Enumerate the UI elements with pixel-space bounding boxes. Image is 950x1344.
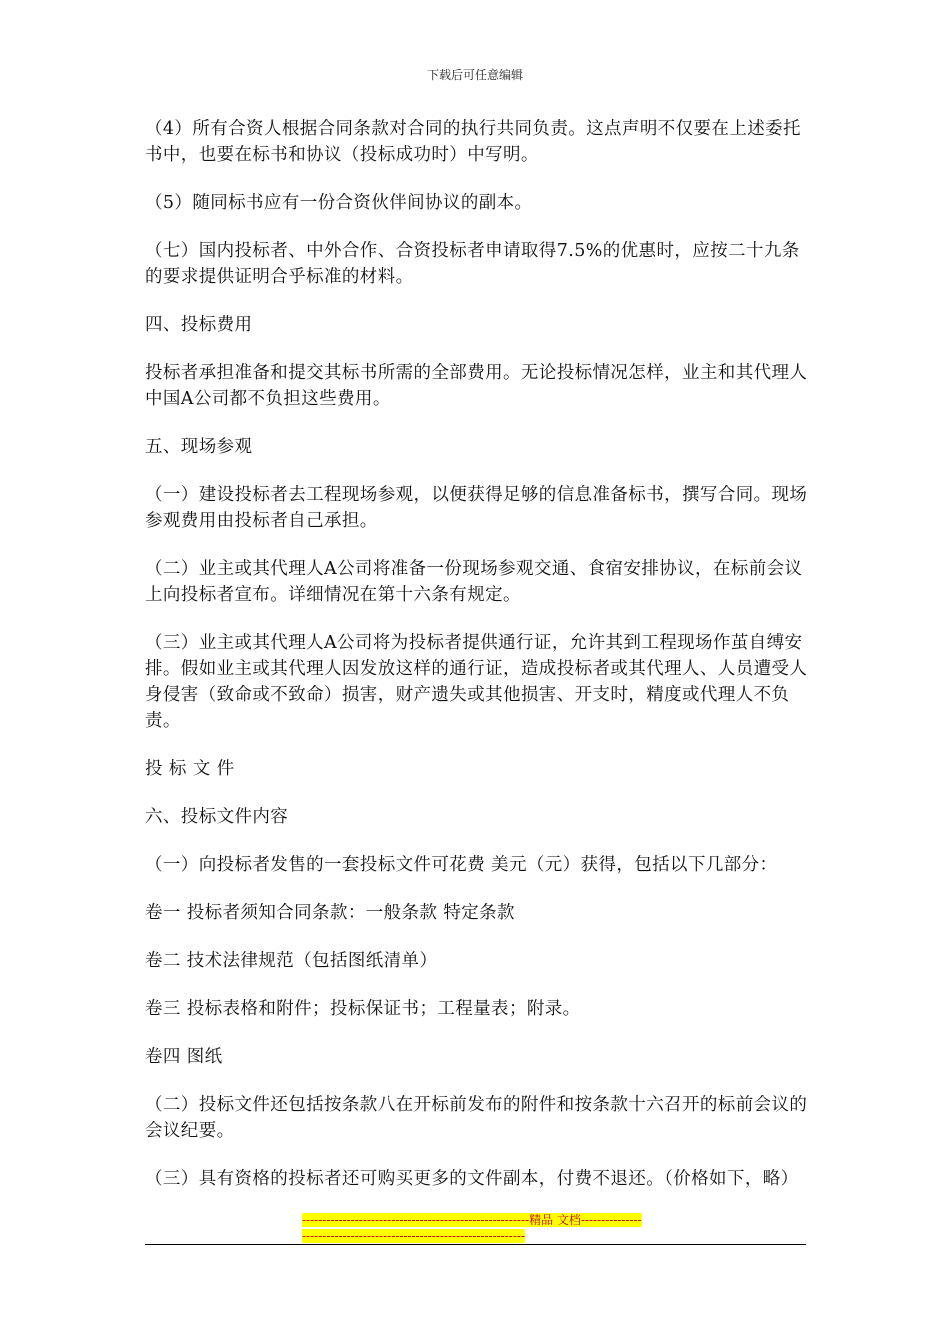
paragraph-18: （三）具有资格的投标者还可购买更多的文件副本，付费不退还。（价格如下，略） [145,1169,799,1189]
footer-note-text: --------------------------------------------------------精品 文档---------------------------------------------------------------------- [302,1213,642,1243]
document-body [145,116,813,1214]
paragraph-17: （二）投标文件还包括按条款八在开标前发布的附件和按条款十六召开的标前会议的会议纪要。 [145,1095,808,1141]
paragraph-7: （一）建设投标者去工程现场参观，以便获得足够的信息准备标书，撰写合同。现场参观费用由投标者自己承担。 [145,485,808,531]
paragraph-3: （七）国内投标者、中外合作、合资投标者申请取得7.5%的优惠时，应按二十九条的要求提供证明合乎标准的材料。 [145,241,800,287]
paragraph-8: （二）业主或其代理人A公司将准备一份现场参观交通、食宿安排协议，在标前会议上向投标者宣布。详细情况在第十六条有规定。 [145,559,803,605]
footer-watermark-note [302,1212,642,1244]
paragraph-1: （4）所有合资人根据合同条款对合同的执行共同负责。这点声明不仅要在上述委托书中，也要在标书和协议（投标成功时）中写明。 [145,119,801,165]
section-heading-bidding-cost: 四、投标费用 [145,315,253,335]
paragraph-2: （5）随同标书应有一份合资伙伴间协议的副本。 [145,193,533,213]
paragraph-9: （三）业主或其代理人A公司将为投标者提供通行证，允许其到工程现场作茧自缚安排。假如业主或其代理人因发放这样的通行证，造成投标者或其代理人、人员遭受人身侵害（致命或不致命）损害，财产遗失或其他损害、开支时，精度或代理人不负责。 [145,633,808,731]
section-heading-site-visit: 五、现场参观 [145,437,253,457]
section-heading-bid-documents: 投 标 文 件 [145,759,235,779]
paragraph-5: 投标者承担准备和提交其标书所需的全部费用。无论投标情况怎样，业主和其代理人中国A公司都不负担这些费用。 [145,363,808,409]
volume-1: 卷一 投标者须知合同条款：一般条款 特定条款 [145,903,515,923]
volume-3: 卷三 投标表格和附件；投标保证书；工程量表；附录。 [145,999,581,1019]
volume-2: 卷二 技术法律规范（包括图纸清单） [145,951,438,971]
section-heading-document-contents: 六、投标文件内容 [145,807,289,827]
paragraph-12: （一）向投标者发售的一套投标文件可花费 美元（元）获得，包括以下几部分： [145,855,778,875]
footer-divider [145,1244,806,1245]
page-header: 下载后可任意编辑 [426,68,523,82]
volume-4: 卷四 图纸 [145,1047,223,1067]
